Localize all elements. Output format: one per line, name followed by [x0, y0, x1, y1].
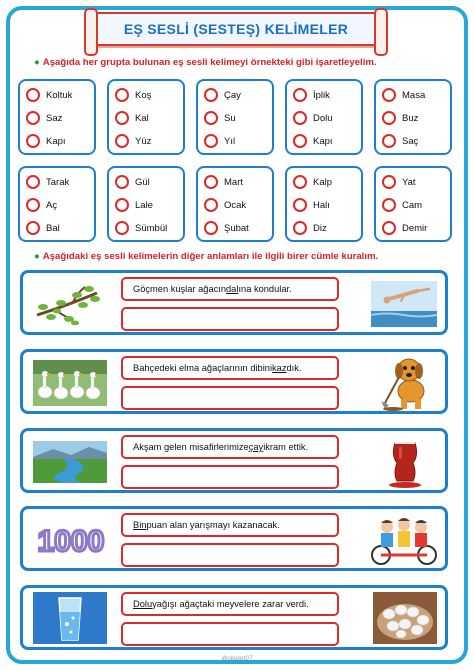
title-banner	[90, 12, 382, 46]
word-label: Şubat	[224, 222, 249, 234]
exercise-panel	[20, 585, 448, 650]
keyword-underlined: Dolu	[133, 599, 153, 609]
sentence-box	[121, 513, 339, 537]
word-label: Kapı	[46, 135, 66, 147]
word-label: Kapı	[313, 135, 333, 147]
word-option[interactable]	[382, 110, 418, 126]
river-image	[33, 441, 107, 483]
circle-checkbox[interactable]	[293, 111, 307, 125]
circle-checkbox[interactable]	[293, 88, 307, 102]
word-label: Kalp	[313, 176, 333, 188]
sentence-box	[121, 277, 339, 301]
word-label: Saz	[46, 112, 63, 124]
circle-checkbox[interactable]	[204, 198, 218, 212]
tea-glass-image	[385, 437, 425, 489]
word-option[interactable]	[293, 174, 332, 190]
word-label: Dolu	[313, 112, 333, 124]
instruction-one-text: Aşağıda her grupta bulunan eş sesli kelimeyi örnekteki gibi işaretleyelim.	[42, 57, 377, 68]
word-group	[374, 166, 452, 242]
answer-input-box[interactable]	[121, 386, 339, 410]
geese-image	[33, 360, 107, 406]
hail-image	[373, 592, 437, 644]
exercise-panel	[20, 428, 448, 493]
circle-checkbox[interactable]	[204, 175, 218, 189]
circle-checkbox[interactable]	[26, 134, 40, 148]
sentence-text: Akşam gelen misafirlerimize	[133, 442, 249, 452]
word-label: Yüz	[135, 135, 152, 147]
circle-checkbox[interactable]	[204, 134, 218, 148]
word-group	[285, 79, 363, 155]
word-option[interactable]	[204, 197, 246, 213]
word-group	[196, 166, 274, 242]
word-option[interactable]	[293, 220, 327, 236]
instruction-two-text: Aşağıdaki eş sesli kelimelerin diğer anlamları ile ilgili birer cümle kuralım.	[42, 251, 379, 262]
circle-checkbox[interactable]	[293, 134, 307, 148]
word-option[interactable]	[115, 133, 151, 149]
word-group	[18, 79, 96, 155]
sentence-box	[121, 356, 339, 380]
circle-checkbox[interactable]	[382, 221, 396, 235]
circle-checkbox[interactable]	[382, 175, 396, 189]
sentence-text: ikram ettik.	[263, 442, 309, 452]
word-label: Cam	[402, 199, 423, 211]
number-1000-text: 1000	[37, 525, 105, 558]
word-label: Halı	[313, 199, 330, 211]
word-label: İplik	[313, 89, 330, 101]
word-label: Yat	[402, 176, 416, 188]
sentence-text: puan alan yarışmayı kazanacak.	[146, 520, 280, 530]
diver-image	[371, 281, 437, 327]
kids-bike-image	[369, 513, 439, 567]
sentence-text: Bahçedeki elma ağaçlarının dibini	[133, 363, 273, 373]
word-option[interactable]	[115, 110, 149, 126]
keyword-underlined: dal	[226, 284, 239, 294]
circle-checkbox[interactable]	[115, 221, 129, 235]
word-label: Koş	[135, 89, 152, 101]
sentence-text: ına kondular.	[238, 284, 292, 294]
word-label: Lale	[135, 199, 153, 211]
word-option[interactable]	[26, 174, 69, 190]
word-option[interactable]	[26, 220, 60, 236]
word-label: Aç	[46, 199, 58, 211]
word-label: Sümbül	[135, 222, 168, 234]
word-label: Demir	[402, 222, 428, 234]
word-option[interactable]	[293, 197, 330, 213]
answer-input-box[interactable]	[121, 307, 339, 331]
word-option[interactable]	[293, 87, 330, 103]
circle-checkbox[interactable]	[382, 111, 396, 125]
keyword-underlined: kaz	[272, 363, 287, 373]
circle-checkbox[interactable]	[293, 198, 307, 212]
word-group	[196, 79, 274, 155]
word-label: Saç	[402, 135, 419, 147]
bullet-icon: ●	[34, 57, 40, 68]
answer-input-box[interactable]	[121, 622, 339, 646]
word-option[interactable]	[204, 87, 241, 103]
word-option[interactable]	[382, 87, 425, 103]
word-label: Tarak	[46, 176, 70, 188]
word-group	[285, 166, 363, 242]
word-option[interactable]	[26, 197, 57, 213]
word-group	[107, 166, 185, 242]
word-option[interactable]	[26, 87, 72, 103]
circle-checkbox[interactable]	[26, 175, 40, 189]
circle-checkbox[interactable]	[204, 88, 218, 102]
word-label: Su	[224, 112, 236, 124]
exercise-panel	[20, 270, 448, 335]
word-label: Diz	[313, 222, 327, 234]
circle-checkbox[interactable]	[115, 175, 129, 189]
circle-checkbox[interactable]	[382, 88, 396, 102]
word-label: Mart	[224, 176, 243, 188]
circle-checkbox[interactable]	[26, 111, 40, 125]
word-option[interactable]	[204, 220, 249, 236]
word-option[interactable]	[382, 133, 418, 149]
word-option[interactable]	[382, 174, 416, 190]
word-label: Buz	[402, 112, 419, 124]
answer-input-box[interactable]	[121, 465, 339, 489]
word-label: Bal	[46, 222, 60, 234]
instruction-one	[34, 57, 377, 68]
word-option[interactable]	[204, 133, 235, 149]
tree-branch-image	[33, 281, 101, 325]
word-option[interactable]	[26, 110, 62, 126]
word-option[interactable]	[293, 110, 333, 126]
word-option[interactable]	[115, 87, 151, 103]
footer-watermark: ilkokulart07	[221, 656, 253, 662]
circle-checkbox[interactable]	[382, 134, 396, 148]
sentence-text: Göçmen kuşlar ağacın	[133, 284, 227, 294]
circle-checkbox[interactable]	[204, 221, 218, 235]
exercise-panel	[20, 506, 448, 571]
bullet-icon: ●	[34, 251, 40, 262]
word-label: Masa	[402, 89, 426, 101]
word-group	[107, 79, 185, 155]
word-option[interactable]	[26, 133, 66, 149]
word-group	[18, 166, 96, 242]
word-option[interactable]	[204, 174, 243, 190]
word-option[interactable]	[382, 197, 422, 213]
sentence-box	[121, 592, 339, 616]
sentence-text: dık.	[286, 363, 302, 373]
word-option[interactable]	[115, 197, 153, 213]
dog-digging-image	[375, 353, 435, 411]
circle-checkbox[interactable]	[115, 111, 129, 125]
circle-checkbox[interactable]	[293, 221, 307, 235]
word-label: Çay	[224, 89, 241, 101]
word-option[interactable]	[382, 220, 427, 236]
word-label: Yıl	[224, 135, 236, 147]
sentence-text: yağışı ağaçtaki meyvelere zarar verdi.	[152, 599, 309, 609]
circle-checkbox[interactable]	[115, 88, 129, 102]
page-title: EŞ SESLİ (SESTEŞ) KELİMELER	[123, 21, 349, 37]
keyword-underlined: Bin	[133, 520, 147, 530]
circle-checkbox[interactable]	[293, 175, 307, 189]
circle-checkbox[interactable]	[26, 221, 40, 235]
circle-checkbox[interactable]	[26, 198, 40, 212]
instruction-two	[34, 251, 378, 262]
word-label: Ocak	[224, 199, 247, 211]
word-option[interactable]	[204, 110, 236, 126]
word-group	[374, 79, 452, 155]
keyword-underlined: çay	[248, 442, 264, 452]
word-label: Gül	[135, 176, 150, 188]
word-label: Kal	[135, 112, 149, 124]
circle-checkbox[interactable]	[204, 111, 218, 125]
exercise-panel	[20, 349, 448, 414]
circle-checkbox[interactable]	[115, 134, 129, 148]
water-glass-image	[33, 592, 107, 644]
answer-input-box[interactable]	[121, 543, 339, 567]
sentence-box	[121, 435, 339, 459]
circle-checkbox[interactable]	[382, 198, 396, 212]
word-label: Koltuk	[46, 89, 73, 101]
number-1000-image	[33, 517, 109, 563]
word-option[interactable]	[115, 174, 150, 190]
circle-checkbox[interactable]	[26, 88, 40, 102]
word-option[interactable]	[293, 133, 333, 149]
circle-checkbox[interactable]	[115, 198, 129, 212]
word-option[interactable]	[115, 220, 167, 236]
